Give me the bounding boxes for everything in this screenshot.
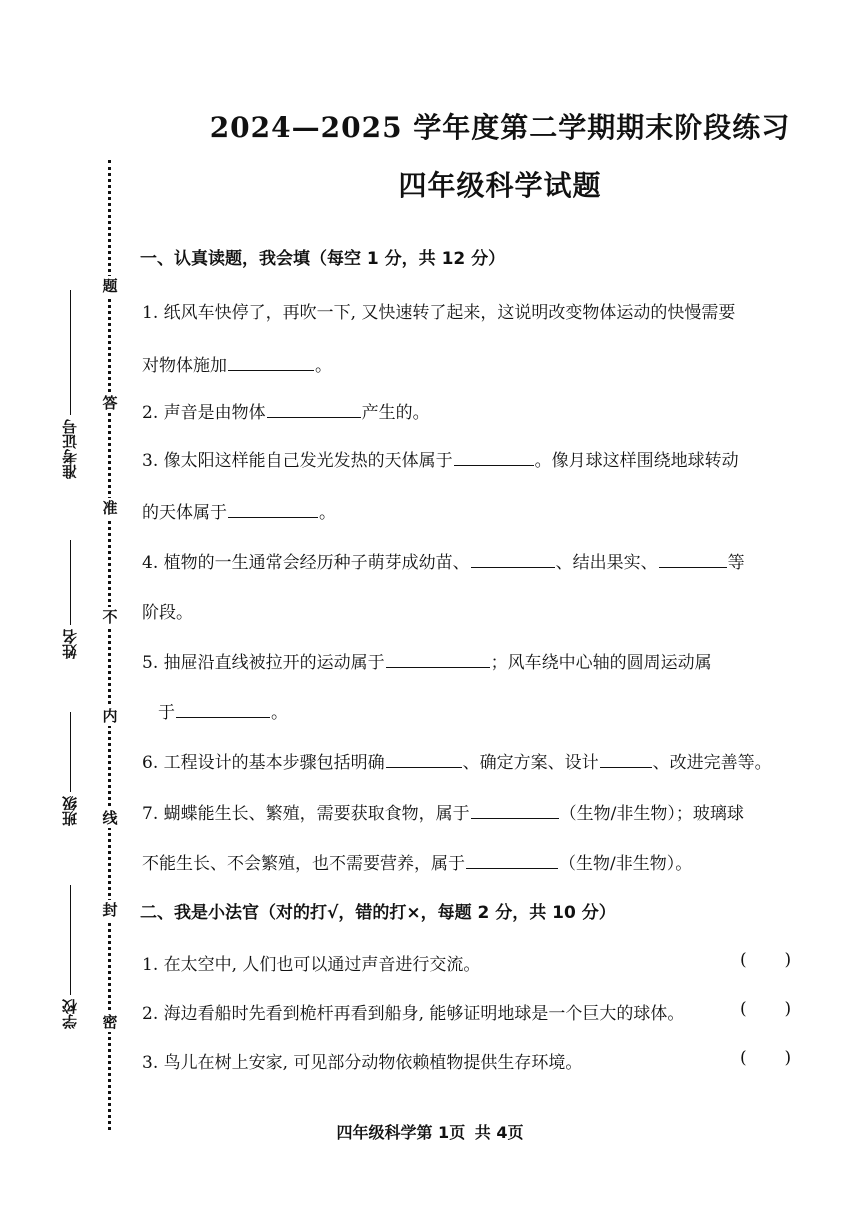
q4-text-d: 阶段。 (142, 603, 193, 623)
q4-blank-2[interactable] (659, 549, 727, 568)
q5-blank-1[interactable] (386, 649, 490, 668)
q7-text-d: （生物/非生物）。 (559, 854, 693, 874)
q3-text-d: 。 (319, 503, 336, 523)
q4-blank-1[interactable] (471, 549, 555, 568)
name-label: 姓名 (61, 629, 79, 659)
q7-line-1 (142, 799, 744, 824)
q5-line-2 (158, 698, 288, 723)
tf-item-1-text: 1. 在太空中, 人们也可以通过声音进行交流。 (142, 955, 481, 975)
seal-char-zhun: 准 (100, 498, 120, 518)
q1-text: 1. 纸风车快停了，再吹一下, 又快速转了起来，这说明改变物体运动的快慢需要 (142, 303, 736, 323)
q1-text-2: 对物体施加 (142, 356, 227, 376)
q7-text-a: 7. 蝴蝶能生长、繁殖，需要获取食物，属于 (142, 804, 470, 824)
binding-dotted-line (108, 160, 111, 1130)
footer-total-pages: 共 4页 (474, 1123, 524, 1142)
q6-blank-2[interactable] (600, 749, 652, 768)
q3-line-2 (142, 498, 336, 523)
q3-text-a: 3. 像太阳这样能自己发光发热的天体属于 (142, 451, 453, 471)
q5-text-d: 。 (271, 703, 288, 723)
q3-line-1 (142, 446, 739, 471)
q4-line-2 (142, 598, 193, 623)
name-field (55, 540, 85, 659)
q5-blank-2[interactable] (176, 699, 270, 718)
q5-text-a: 5. 抽屉沿直线被拉开的运动属于 (142, 653, 385, 673)
q4-text-a: 4. 植物的一生通常会经历种子萌芽成幼苗、 (142, 553, 470, 573)
seal-char-mi: 密 (100, 1012, 120, 1032)
q3-text-c: 的天体属于 (142, 503, 227, 523)
tf-answer-box-1[interactable]: ( ) (740, 950, 792, 970)
class-line[interactable] (70, 712, 71, 792)
seal-char-ti: 题 (100, 276, 120, 296)
school-label: 学校 (61, 999, 79, 1029)
seal-char-bu: 不 (100, 607, 120, 627)
exam-number-field (55, 290, 85, 479)
q5-line-1 (142, 648, 712, 673)
seal-char-xian: 线 (100, 808, 120, 828)
q4-text-c: 等 (727, 553, 745, 573)
tf-item-1 (142, 950, 480, 975)
q6-text-c: 、改进完善等。 (652, 753, 772, 773)
seal-char-feng: 封 (100, 900, 120, 920)
class-field (55, 712, 85, 826)
seal-char-da: 答 (100, 393, 120, 413)
section2-heading: 二、我是小法官（对的打√，错的打×，每题 2 分，共 10 分） (140, 903, 616, 923)
q3-blank-2[interactable] (228, 499, 318, 518)
q1-line-1 (142, 298, 735, 323)
q1-blank[interactable] (228, 352, 314, 371)
section1-heading: 一、认真读题，我会填（每空 1 分，共 12 分） (140, 249, 506, 269)
q3-text-b: 。像月球这样围绕地球转动 (534, 451, 739, 471)
seal-char-nei: 内 (100, 706, 120, 726)
school-field (55, 885, 85, 1029)
q7-blank-2[interactable] (466, 850, 558, 869)
q7-line-2 (142, 849, 692, 874)
q7-blank-1[interactable] (471, 800, 559, 819)
q7-text-b: （生物/非生物）；玻璃球 (559, 804, 744, 824)
q3-blank-1[interactable] (454, 447, 534, 466)
q2-text-b: 产生的。 (361, 403, 430, 423)
exam-number-label: 准考证号 (61, 419, 79, 479)
exam-title: 2024—2025 学年度第二学期期末阶段练习 (209, 111, 791, 144)
q1-end: 。 (315, 356, 332, 376)
footer-page-number: 四年级科学第 1页 (336, 1123, 466, 1142)
tf-answer-box-2[interactable]: ( ) (740, 999, 792, 1019)
q6-text-a: 6. 工程设计的基本步骤包括明确 (142, 753, 385, 773)
q6-blank-1[interactable] (386, 749, 462, 768)
q6-text-b: 、确定方案、设计 (462, 753, 599, 773)
exam-number-line[interactable] (70, 290, 71, 415)
class-label: 班级 (61, 796, 79, 826)
tf-item-2 (142, 999, 684, 1024)
q2-text-a: 2. 声音是由物体 (142, 403, 266, 423)
q7-text-c: 不能生长、不会繁殖，也不需要营养，属于 (142, 854, 465, 874)
school-line[interactable] (70, 885, 71, 995)
q2-blank[interactable] (267, 399, 361, 418)
q6-line (142, 748, 772, 773)
q4-text-b: 、结出果实、 (555, 553, 658, 573)
tf-item-3-text: 3. 鸟儿在树上安家, 可见部分动物依赖植物提供生存环境。 (142, 1053, 583, 1073)
q1-line-2 (142, 351, 332, 376)
exam-subtitle: 四年级科学试题 (398, 169, 602, 202)
tf-item-3 (142, 1048, 582, 1073)
tf-item-2-text: 2. 海边看船时先看到桅杆再看到船身, 能够证明地球是一个巨大的球体。 (142, 1004, 685, 1024)
q5-text-c: 于 (158, 703, 175, 723)
q5-text-b: ；风车绕中心轴的圆周运动属 (490, 653, 712, 673)
name-line[interactable] (70, 540, 71, 625)
q4-line-1 (142, 548, 745, 573)
q2-line (142, 398, 430, 423)
page-footer (0, 1120, 860, 1143)
tf-answer-box-3[interactable]: ( ) (740, 1048, 792, 1068)
